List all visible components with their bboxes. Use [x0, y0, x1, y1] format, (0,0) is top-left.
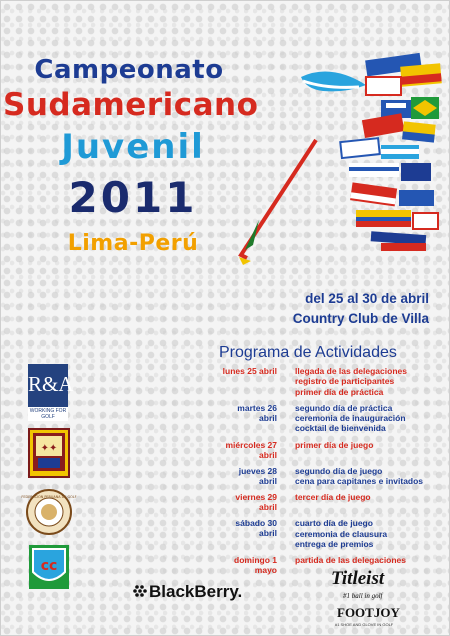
flag-golfer-illustration [231, 45, 446, 275]
schedule-activities [295, 403, 449, 434]
svg-text:✦✦: ✦✦ [40, 443, 58, 454]
program-heading: Programa de Actividades [219, 344, 397, 361]
schedule-activities [295, 492, 449, 512]
schedule-activity: llegada de las delegaciones [295, 366, 407, 376]
schedule-activity: segundo día de práctica [295, 402, 393, 413]
schedule-day: miércoles 27 abril [225, 439, 277, 460]
program-schedule [219, 366, 449, 575]
schedule-activity: primer día de juego [295, 439, 374, 450]
ra-logo-subtitle: WORKING FOR GOLF [29, 408, 67, 420]
title-sudamericano: Sudamericano [3, 87, 259, 123]
schedule-activities [295, 518, 449, 549]
schedule-activity: entrega de premios [295, 538, 374, 549]
schedule-activity: partida de las delegaciones [295, 555, 407, 566]
schedule-activity: primer día de práctica [295, 386, 384, 397]
title-location: Lima-Perú [67, 231, 199, 256]
title-juvenil: Juvenil [61, 127, 205, 167]
schedule-day: sábado 30 abril [235, 518, 277, 539]
ra-logo-text: R&A [28, 372, 74, 396]
schedule-activity: ceremonia de inauguración [295, 413, 406, 424]
schedule-day: viernes 29 abril [235, 492, 277, 513]
schedule-day: domingo 1 mayo [234, 555, 277, 576]
blackberry-icon [133, 584, 147, 598]
schedule-day: martes 26 abril [237, 402, 277, 423]
schedule-row [219, 403, 449, 434]
venue: Country Club de Villa [292, 311, 429, 326]
title-year: 2011 [68, 173, 198, 222]
footjoy-tagline: #1 SHOE AND GLOVE IN GOLF [335, 622, 394, 627]
schedule-activity: segundo día de juego [295, 465, 383, 476]
titleist-tagline: #1 ball in golf [343, 592, 383, 600]
schedule-row [219, 518, 449, 549]
fpg-seal-logo [21, 489, 77, 535]
event-dates [293, 289, 429, 329]
schedule-row [219, 492, 449, 512]
schedule-row [219, 440, 449, 460]
titleist-logo: Titleist [331, 568, 385, 589]
schedule-activity: cena para capitanes e invitados [295, 476, 424, 487]
footjoy-logo: FOOTJOY [337, 605, 400, 620]
schedule-row [219, 366, 449, 397]
title-campeonato: Campeonato [34, 55, 224, 85]
schedule-activity: ceremonia de clausura [295, 528, 388, 539]
schedule-activity: tercer día de juego [295, 492, 371, 503]
blackberry-logo: BlackBerry. [149, 582, 243, 601]
ra-logo [28, 364, 74, 420]
date-range: del 25 al 30 de abril [305, 291, 429, 306]
schedule-day: lunes 25 abril [222, 366, 277, 376]
svg-text:FEDERACION PERUANA DE GOLF: FEDERACION PERUANA DE GOLF [21, 495, 77, 499]
schedule-day: jueves 28 abril [238, 465, 277, 486]
schedule-activities [295, 440, 449, 460]
cc-shield-logo [28, 544, 70, 590]
schedule-activities [295, 366, 449, 397]
cc-shield-text: cc [40, 558, 58, 574]
schedule-activity: cuarto día de juego [295, 518, 373, 529]
schedule-activity: cocktail de bienvenida [295, 423, 386, 434]
schedule-activity: registro de participantes [295, 376, 395, 387]
schedule-row [219, 466, 449, 487]
schedule-activities [295, 466, 449, 487]
country-club-crest-logo [28, 428, 70, 478]
